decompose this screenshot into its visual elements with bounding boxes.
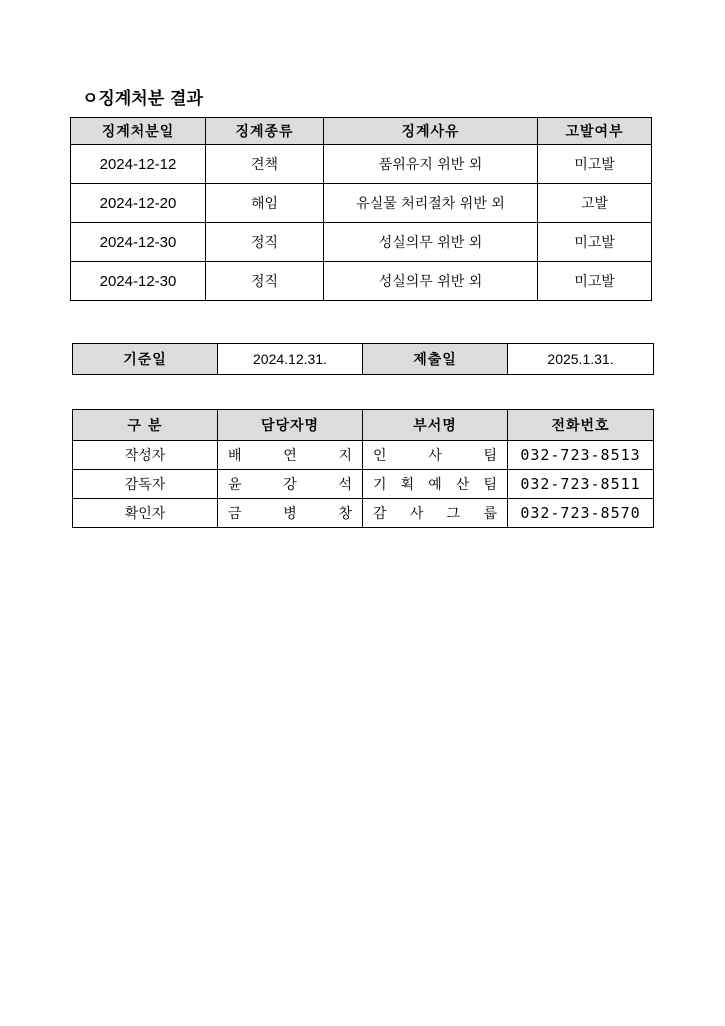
table-row xyxy=(73,470,654,499)
cell-person-name xyxy=(218,441,363,470)
cell-reason: 유실물 처리절차 위반 외 xyxy=(324,184,538,223)
dept-char: 감 xyxy=(373,506,387,522)
dept-char: 그 xyxy=(446,506,461,522)
cell-role: 감독자 xyxy=(73,470,218,499)
cell-phone: 032-723-8570 xyxy=(508,499,654,528)
cell-date: 2024-12-30 xyxy=(71,223,206,262)
table-row xyxy=(73,499,654,528)
section-title: ㅇ징계처분 결과 xyxy=(82,89,203,109)
name-char: 연 xyxy=(283,448,297,464)
header-phone: 전화번호 xyxy=(508,410,654,441)
cell-date: 2024-12-12 xyxy=(71,145,206,184)
cell-type: 견책 xyxy=(206,145,324,184)
name-char: 석 xyxy=(338,477,352,493)
header-accusation-status: 고발여부 xyxy=(538,118,652,145)
cell-reason: 성실의무 위반 외 xyxy=(324,262,538,301)
cell-department xyxy=(363,470,508,499)
table-header-row xyxy=(73,410,654,441)
name-char: 병 xyxy=(283,506,297,522)
table-row xyxy=(71,262,652,301)
cell-person-name xyxy=(218,499,363,528)
name-char: 창 xyxy=(338,506,352,522)
dept-char: 인 xyxy=(373,448,387,464)
cell-type: 해임 xyxy=(206,184,324,223)
dept-char: 획 xyxy=(400,477,415,493)
cell-reason: 품위유지 위반 외 xyxy=(324,145,538,184)
name-char: 윤 xyxy=(228,477,242,493)
cell-phone: 032-723-8511 xyxy=(508,470,654,499)
base-date-value: 2024.12.31. xyxy=(218,344,363,375)
cell-reason: 성실의무 위반 외 xyxy=(324,223,538,262)
dept-char: 기 xyxy=(373,477,387,493)
table-header-row xyxy=(71,118,652,145)
dept-char: 사 xyxy=(409,506,424,522)
dept-char: 산 xyxy=(455,477,470,493)
disciplinary-results-table xyxy=(70,117,652,301)
header-department: 부서명 xyxy=(363,410,508,441)
contacts-table xyxy=(72,409,654,528)
header-disciplinary-reason: 징계사유 xyxy=(324,118,538,145)
cell-role: 작성자 xyxy=(73,441,218,470)
cell-department xyxy=(363,499,508,528)
cell-accusation: 미고발 xyxy=(538,223,652,262)
header-person-name: 담당자명 xyxy=(218,410,363,441)
cell-type: 정직 xyxy=(206,262,324,301)
cell-person-name xyxy=(218,470,363,499)
name-char: 지 xyxy=(338,448,352,464)
dept-char: 사 xyxy=(428,448,442,464)
cell-type: 정직 xyxy=(206,223,324,262)
name-char: 강 xyxy=(283,477,297,493)
header-disciplinary-type: 징계종류 xyxy=(206,118,324,145)
header-disciplinary-date: 징계처분일 xyxy=(71,118,206,145)
dept-char: 팀 xyxy=(483,477,497,493)
table-row xyxy=(71,223,652,262)
cell-date: 2024-12-30 xyxy=(71,262,206,301)
dept-char: 예 xyxy=(428,477,442,493)
submission-dates-table xyxy=(72,343,654,375)
cell-date: 2024-12-20 xyxy=(71,184,206,223)
cell-phone: 032-723-8513 xyxy=(508,441,654,470)
cell-accusation: 고발 xyxy=(538,184,652,223)
name-char: 배 xyxy=(228,448,242,464)
dept-char: 팀 xyxy=(483,448,497,464)
base-date-label: 기준일 xyxy=(73,344,218,375)
cell-accusation: 미고발 xyxy=(538,145,652,184)
table-row xyxy=(71,184,652,223)
cell-accusation: 미고발 xyxy=(538,262,652,301)
header-category: 구 분 xyxy=(73,410,218,441)
cell-department xyxy=(363,441,508,470)
submit-date-label: 제출일 xyxy=(363,344,508,375)
dept-char: 룹 xyxy=(483,506,497,522)
table-row xyxy=(71,145,652,184)
table-row xyxy=(73,344,654,375)
name-char: 금 xyxy=(228,506,242,522)
table-row xyxy=(73,441,654,470)
submit-date-value: 2025.1.31. xyxy=(508,344,654,375)
cell-role: 확인자 xyxy=(73,499,218,528)
